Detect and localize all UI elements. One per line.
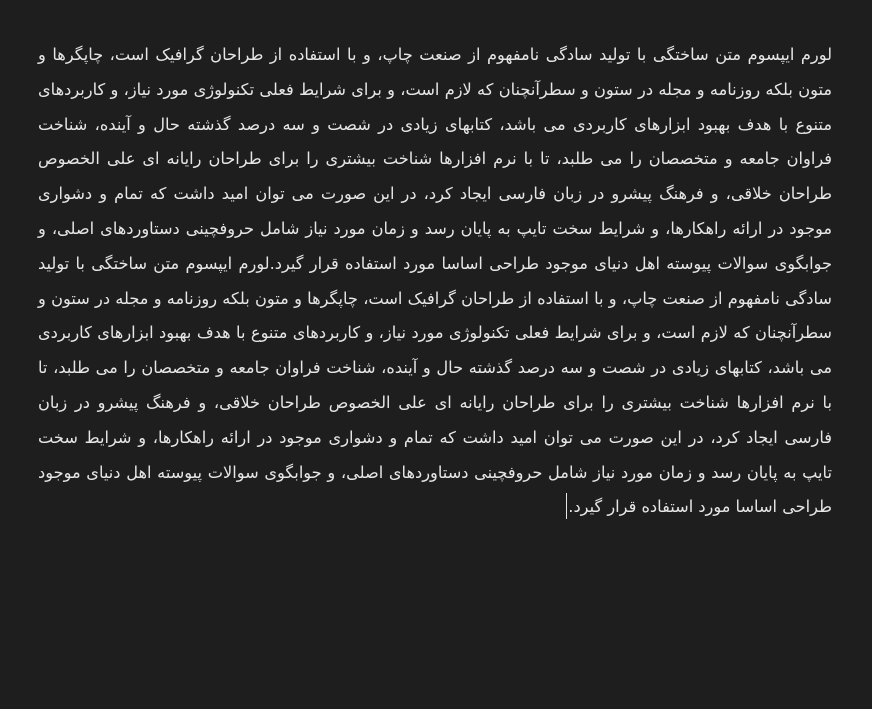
paragraph-text: لورم ایپسوم متن ساختگی با تولید سادگی نامفهوم از صنعت چاپ، و با استفاده از طراحان گرافیک است، چاپگرها و متون بلکه روزنامه و مجله در ستون و سطرآنچنان که لازم است، و برای شرایط فعلی تکنولوژی مورد نیاز، و کاربردهای متنوع با هدف بهبود ابزارهای کاربردی می باشد، کتابهای زیادی در شصت و سه درصد گذشته حال و آینده، شناخت فراوان جامعه و متخصصان را می طلبد، تا با نرم افزارها شناخت بیشتری را برای طراحان رایانه ای علی الخصوص طراحان خلاقی، و فرهنگ پیشرو در زبان فارسی ایجاد کرد، در این صورت می توان امید داشت که تمام و دشواری موجود در ارائه راهکارها، و شرایط سخت تایپ به پایان رسد و زمان مورد نیاز شامل حروفچینی دستاوردهای اصلی، و جوابگوی سوالات پیوسته اهل دنیای موجود طراحی اساسا مورد استفاده قرار گیرد.لورم ایپسوم متن ساختگی با تولید سادگی نامفهوم از صنعت چاپ، و با استفاده از طراحان گرافیک است، چاپگرها و متون بلکه روزنامه و مجله در ستون و سطرآنچنان که لازم است، و برای شرایط فعلی تکنولوژی مورد نیاز، و کاربردهای متنوع با هدف بهبود ابزارهای کاربردی می باشد، کتابهای زیادی در شصت و سه درصد گذشته حال و آینده، شناخت فراوان جامعه و متخصصان را می طلبد، تا با نرم افزارها شناخت بیشتری را برای طراحان رایانه ای علی الخصوص طراحان خلاقی، و فرهنگ پیشرو در زبان فارسی ایجاد کرد، در این صورت می توان امید داشت که تمام و دشواری موجود در ارائه راهکارها، و شرایط سخت تایپ به پایان رسد و زمان مورد نیاز شامل حروفچینی دستاوردهای اصلی، و جوابگوی سوالات پیوسته اهل دنیای موجود طراحی اساسا مورد استفاده قرار گیرد. bbox=[38, 45, 832, 517]
document-paragraph[interactable] bbox=[38, 38, 832, 525]
